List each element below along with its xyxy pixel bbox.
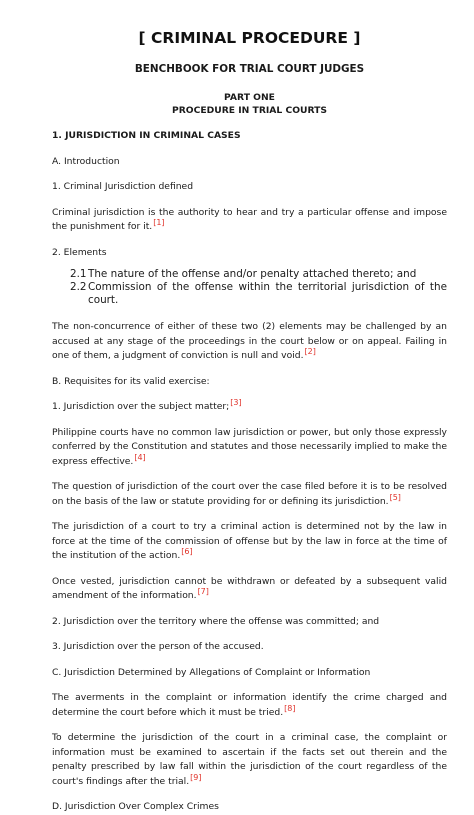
- paragraph-text: Criminal jurisdiction is the authority to hear and try a particular offense and impose the punishment for it.: [52, 206, 447, 232]
- footnote-link-6[interactable]: [6]: [181, 547, 193, 556]
- list-item: [70, 268, 447, 281]
- paragraph-text: Once vested, jurisdiction cannot be withdrawn or defeated by a subsequent valid amendment of the information.: [52, 575, 447, 601]
- paragraph-nonconcurrence: [52, 320, 447, 364]
- footnote-link-5[interactable]: [5]: [389, 492, 401, 502]
- item-subject-matter: [52, 400, 447, 415]
- paragraph-determined: [52, 520, 447, 564]
- paragraph-to-determine: [52, 731, 447, 789]
- item-heading-criminal-jurisdiction: 1. Criminal Jurisdiction defined: [52, 181, 194, 192]
- list-item-number: 2.1: [70, 268, 87, 280]
- footnote-link-3[interactable]: [3]: [230, 398, 242, 407]
- document-subtitle: BENCHBOOK FOR TRIAL COURT JUDGES: [134, 63, 365, 75]
- list-item-text: The nature of the offense and/or penalty attached thereto; and: [88, 268, 417, 280]
- paragraph-definition: [52, 206, 447, 235]
- paragraph-averments: [52, 691, 447, 720]
- subsection-heading-d: D. Jurisdiction Over Complex Crimes: [52, 801, 219, 812]
- footnote-link-8[interactable]: [8]: [284, 703, 296, 713]
- footnote-link-7[interactable]: [7]: [197, 587, 209, 596]
- subsection-heading-b: B. Requisites for its valid exercise:: [52, 375, 210, 387]
- paragraph-once-vested: [52, 575, 447, 604]
- section-heading: 1. JURISDICTION IN CRIMINAL CASES: [52, 130, 241, 141]
- paragraph-philippine-courts: [52, 426, 447, 470]
- footnote-link-2[interactable]: [2]: [304, 347, 316, 356]
- document-title: [ CRIMINAL PROCEDURE ]: [138, 29, 361, 47]
- footnote-link-1[interactable]: [1]: [153, 218, 165, 227]
- paragraph-text: 1. Jurisdiction over the subject matter;: [52, 401, 230, 412]
- part-number: PART ONE: [224, 92, 275, 103]
- list-item-number: 2.2: [70, 281, 87, 293]
- subsection-heading-a: A. Introduction: [52, 155, 120, 167]
- paragraph-text: The non-concurrence of either of these two (2) elements may be challenged by an accused at any stage of the proceedings in the court below or on appeal. Failing in one of them, a judgment of conviction is null and void.: [52, 321, 447, 361]
- item-territory: 2. Jurisdiction over the territory where the offense was committed; and: [52, 615, 380, 627]
- part-title: PROCEDURE IN TRIAL COURTS: [171, 105, 328, 116]
- paragraph-text: The jurisdiction of a court to try a criminal action is determined not by the law in force at the time of the commission of offense but by the law in force at the time of the institution of the action.: [52, 521, 447, 561]
- list-item: [70, 281, 447, 307]
- paragraph-text: Philippine courts have no common law jurisdiction or power, but only those expressly conferred by the Constitution and statutes and those necessarily implied to make the express effective.: [52, 426, 447, 467]
- list-item-text: Commission of the offense within the territorial jurisdiction of the court.: [88, 281, 447, 306]
- footnote-link-4[interactable]: [4]: [134, 452, 146, 462]
- subsection-heading-c: C. Jurisdiction Determined by Allegations of Complaint or Information: [52, 666, 371, 678]
- item-heading-elements: 2. Elements: [52, 246, 107, 258]
- item-person: 3. Jurisdiction over the person of the accused.: [52, 641, 264, 652]
- footnote-link-9[interactable]: [9]: [190, 772, 202, 782]
- paragraph-text: The question of jurisdiction of the court over the case filed before it is to be resolved on the basis of the law or statute providing for or defining its jurisdiction.: [52, 481, 447, 507]
- paragraph-question: [52, 480, 447, 509]
- paragraph-text: The averments in the complaint or information identify the crime charged and determine the court before which it must be tried.: [52, 692, 447, 718]
- paragraph-text: To determine the jurisdiction of the court in a criminal case, the complaint or information must be examined to ascertain if the facts set out therein and the penalty prescribed by law fall within the jurisdiction of the court regardless of the court's findings after the trial.: [52, 732, 447, 787]
- elements-list: [70, 268, 447, 307]
